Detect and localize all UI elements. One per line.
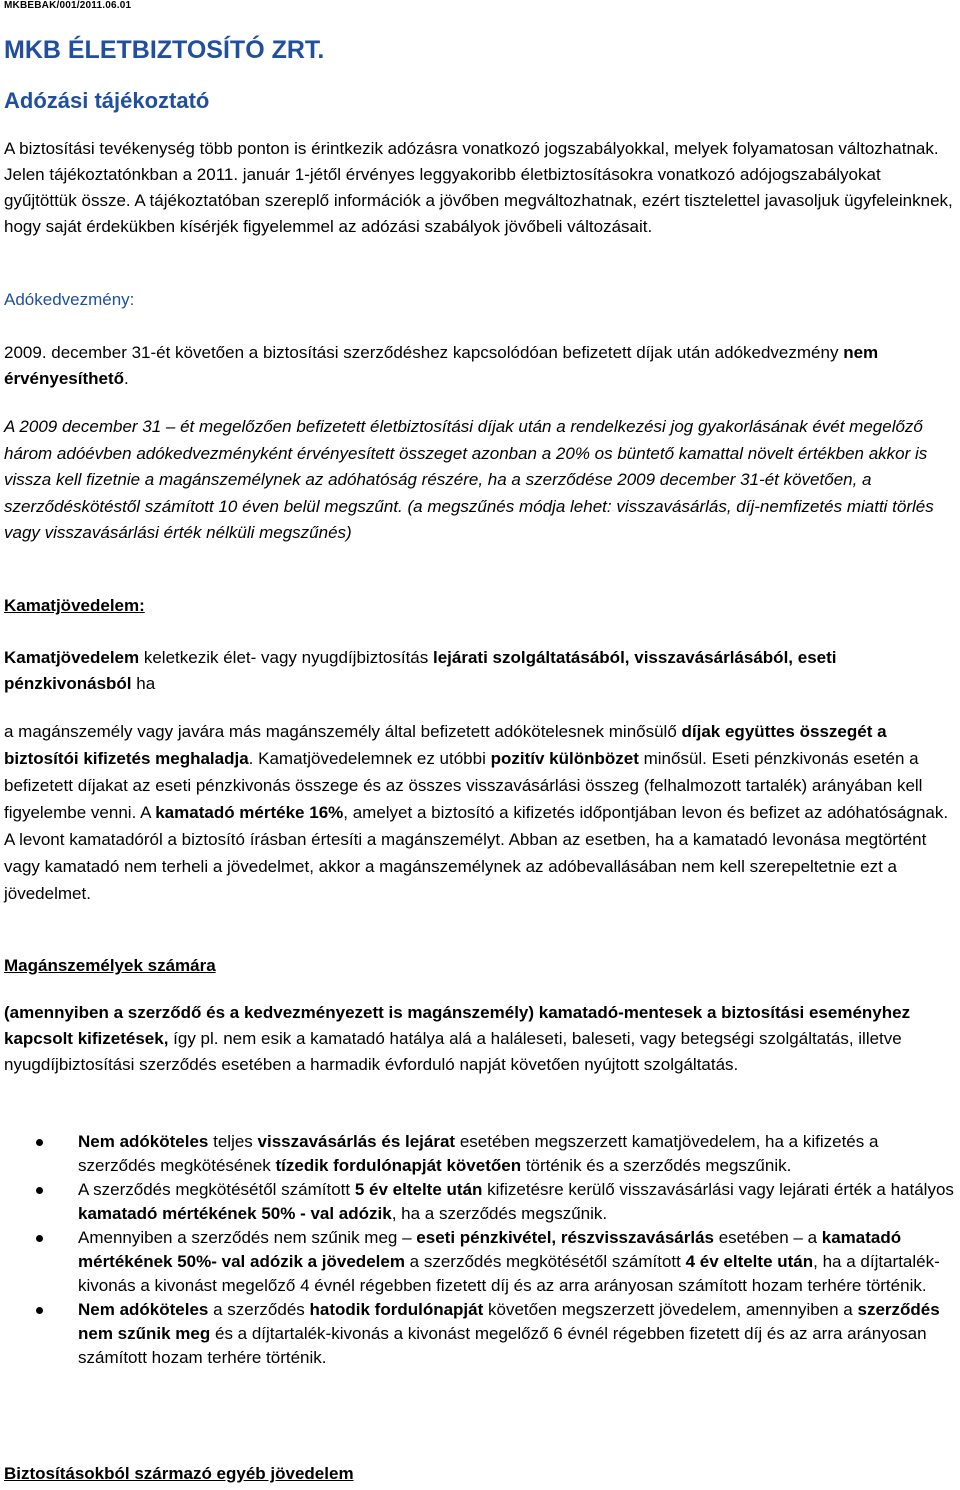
- bullet-icon: [36, 1139, 43, 1146]
- list-item: Nem adóköteles teljes visszavásárlás és lejárat esetében megszerzett kamatjövedelem, ha a kifizetés a szerződés megkötésének tízedik fordulónapját követően történik és a szerződés megszűnik.: [0, 1130, 956, 1178]
- section-heading-kamatjovedelem: Kamatjövedelem:: [4, 596, 145, 615]
- intro-paragraph: A biztosítási tevékenység több ponton is érintkezik adózásra vonatkozó jogszabályokkal, melyek folyamatosan változhatnak. Jelen tájékoztatónkban a 2011. január 1-jétől érvényes leggyakoribb életbiztosításokra vonatkozó adójogszabályokat gyűjtöttük össze. A tájékoztatóban szereplő információk a jövőben megváltozhatnak, ezért tisztelettel javasoljuk ügyfeleinknek, hogy saját érdekükben kísérjék figyelemmel az adózási szabályok jövőbeli változásait.: [4, 139, 953, 236]
- maganszemelyek-paragraph: (amennyiben a szerződő és a kedvezményezett is magánszemély) kamatadó-mentesek a biztosítási eseményhez kapcsolt kifizetések, így pl. nem esik a kamatadó hatálya alá a haláleseti, baleseti, vagy betegségi szolgáltatás, illetve nyugdíjbiztosítási szerződés esetében a harmadik évforduló napját követően nyújtott szolgáltatás.: [4, 1003, 911, 1074]
- company-name: MKB ÉLETBIZTOSÍTÓ ZRT.: [4, 36, 325, 64]
- adokedvezmeny-paragraph-1: 2009. december 31-ét követően a biztosítási szerződéshez kapcsolódóan befizetett díjak után adókedvezmény nem érvényesíthető.: [4, 343, 879, 388]
- list-item: Nem adóköteles a szerződés hatodik fordulónapját követően megszerzett jövedelem, amennyiben a szerződés nem szűnik meg és a díjtartalék-kivonás a kivonást megelőző 6 évnél régebben fizetett díj és az arra arányosan számított hozam terhére történik.: [0, 1298, 956, 1370]
- page-title: Adózási tájékoztató: [4, 88, 210, 113]
- document-code: MKBEBAK/001/2011.06.01: [4, 0, 132, 11]
- bullet-icon: [36, 1235, 43, 1242]
- section-heading-adokedvezmeny: Adókedvezmény:: [4, 290, 135, 309]
- bullet-icon: [36, 1307, 43, 1314]
- section-heading-maganszemelyek: Magánszemélyek számára: [4, 956, 216, 975]
- tax-rules-list: [0, 1130, 956, 1370]
- kamat-paragraph-1: Kamatjövedelem keletkezik élet- vagy nyugdíjbiztosítás lejárati szolgáltatásából, visszavásárlásából, eseti pénzkivonásból ha: [4, 648, 837, 693]
- list-item: A szerződés megkötésétől számított 5 év eltelte után kifizetésre kerülő visszavásárlási vagy lejárati érték a hatályos kamatadó mértékének 50% - val adózik, ha a szerződés megszűnik.: [0, 1178, 956, 1226]
- kamat-paragraph-2: a magánszemély vagy javára más magánszemély által befizetett adókötelesnek minősülő díjak együttes összegét a biztosítói kifizetés meghaladja. Kamatjövedelemnek ez utóbbi pozitív különbözet minősül. Eseti pénzkivonás esetén a befizetett díjakat az eseti pénzkivonás összege és az összes visszavásárlási összeg (felhalmozott tartalék) arányában kell figyelembe venni. A kamatadó mértéke 16%, amelyet a biztosító a kifizetés időpontjában levon és befizet az adóhatóságnak. A levont kamatadóról a biztosító írásban értesíti a magánszemélyt. Abban az esetben, ha a kamatadó levonása megtörtént vagy kamatadó nem terheli a jövedelmet, akkor a magánszemélynek az adóbevallásában nem kell szerepeltetnie ezt a jövedelmet.: [4, 722, 949, 903]
- bullet-icon: [36, 1187, 43, 1194]
- list-item: Amennyiben a szerződés nem szűnik meg – eseti pénzkivétel, részvisszavásárlás esetében – a kamatadó mértékének 50%- val adózik a jövedelem a szerződés megkötésétől számított 4 év eltelte után, ha a díjtartalék-kivonás a kivonást megelőző 4 évnél régebben fizetett díj és az arra arányosan számított hozam terhére történik.: [0, 1226, 956, 1298]
- section-heading-egyeb-jovedelem: Biztosításokból származó egyéb jövedelem: [4, 1464, 354, 1483]
- adokedvezmeny-paragraph-2: A 2009 december 31 – ét megelőzően befizetett életbiztosítási díjak után a rendelkezési jog gyakorlásának évét megelőző három adóévben adókedvezményként érvényesített összeget azonban a 20% os büntető kamattal növelt értékben akkor is vissza kell fizetnie a magánszemélynek az adóhatóság részére, ha a szerződése 2009 december 31-ét követően, a szerződéskötéstől számított 10 éven belül megszűnt. (a megszűnés módja lehet: visszavásárlás, díj-nemfizetés miatti törlés vagy visszavásárlási érték nélküli megszűnés): [4, 417, 934, 543]
